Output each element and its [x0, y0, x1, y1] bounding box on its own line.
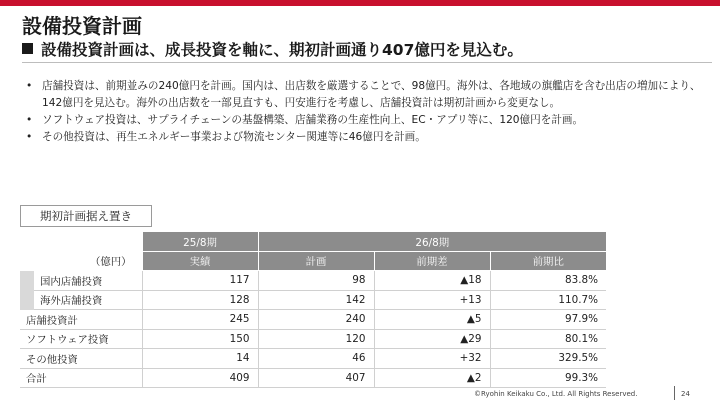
column-header: 実績 [142, 251, 258, 271]
bullet-item [22, 112, 712, 129]
bullet-text: その他投資は、再生エネルギー事業および物流センター関連等に46億円を計画。 [42, 131, 426, 143]
cell-diff: ▲29 [374, 329, 490, 349]
cell-diff: ▲5 [374, 310, 490, 330]
unit-label: （億円） [20, 251, 142, 271]
cell-actual: 150 [142, 329, 258, 349]
cell-diff: +13 [374, 290, 490, 310]
row-label: ソフトウェア投資 [20, 329, 142, 349]
cell-plan: 98 [258, 271, 374, 291]
cell-ratio: 329.5% [490, 349, 606, 369]
row-label: 国内店舗投資 [34, 271, 142, 291]
page-number: 24 [681, 390, 690, 398]
cell-ratio: 97.9% [490, 310, 606, 330]
cell-diff: ▲2 [374, 368, 490, 388]
bullet-item [22, 129, 712, 146]
table-subheader-row [20, 251, 606, 271]
page-title: 設備投資計画 [22, 14, 142, 38]
cell-ratio: 80.1% [490, 329, 606, 349]
indent-marker [20, 290, 34, 310]
table-row [20, 329, 606, 349]
footer-copyright: ©Ryohin Keikaku Co., Ltd. All Rights Reserved. [474, 390, 638, 398]
row-label: 合計 [20, 368, 142, 388]
investment-table [20, 232, 606, 388]
cell-ratio: 99.3% [490, 368, 606, 388]
cell-actual: 409 [142, 368, 258, 388]
cell-diff: +32 [374, 349, 490, 369]
cell-plan: 120 [258, 329, 374, 349]
cell-plan: 240 [258, 310, 374, 330]
accent-bar [0, 0, 720, 6]
bullet-list [22, 78, 712, 146]
cell-plan: 407 [258, 368, 374, 388]
bullet-dot-icon: • [26, 131, 33, 143]
subtitle-text: 設備投資計画は、成長投資を軸に、期初計画通り407億円を見込む。 [41, 41, 523, 59]
footer-divider [674, 386, 675, 400]
column-header: 計画 [258, 251, 374, 271]
cell-diff: ▲18 [374, 271, 490, 291]
table-header-row [20, 232, 606, 251]
indent-marker [20, 271, 34, 291]
column-header: 前期差 [374, 251, 490, 271]
cell-actual: 245 [142, 310, 258, 330]
square-bullet-icon [22, 43, 33, 54]
bullet-dot-icon: • [26, 80, 33, 92]
cell-ratio: 110.7% [490, 290, 606, 310]
page-subtitle [22, 38, 523, 60]
cell-plan: 142 [258, 290, 374, 310]
table-row-total [20, 368, 606, 388]
header-period-prev: 25/8期 [142, 232, 258, 251]
bullet-text: ソフトウェア投資は、サプライチェーンの基盤構築、店舗業務の生産性向上、EC・アプリ等に、120億円を計画。 [42, 114, 584, 126]
cell-plan: 46 [258, 349, 374, 369]
table-row [20, 290, 606, 310]
table-row [20, 310, 606, 330]
title-divider [22, 62, 712, 63]
bullet-dot-icon: • [26, 114, 33, 126]
bullet-text: 店舗投資は、前期並みの240億円を計画。国内は、出店数を厳選することで、98億円。海外は、各地域の旗艦店を含む出店の増加により、142億円を見込む。海外の出店数を一部見直すも、円安進行を考慮し、店舗投資計は期初計画から変更なし。 [42, 80, 701, 109]
cell-actual: 117 [142, 271, 258, 291]
row-label: 海外店舗投資 [34, 290, 142, 310]
bullet-item [22, 78, 712, 112]
table-row [20, 271, 606, 291]
cell-actual: 128 [142, 290, 258, 310]
cell-ratio: 83.8% [490, 271, 606, 291]
header-period-cur: 26/8期 [258, 232, 606, 251]
row-label: その他投資 [20, 349, 142, 369]
section-tag: 期初計画据え置き [20, 205, 152, 227]
cell-actual: 14 [142, 349, 258, 369]
column-header: 前期比 [490, 251, 606, 271]
table-row [20, 349, 606, 369]
row-label: 店舗投資計 [20, 310, 142, 330]
